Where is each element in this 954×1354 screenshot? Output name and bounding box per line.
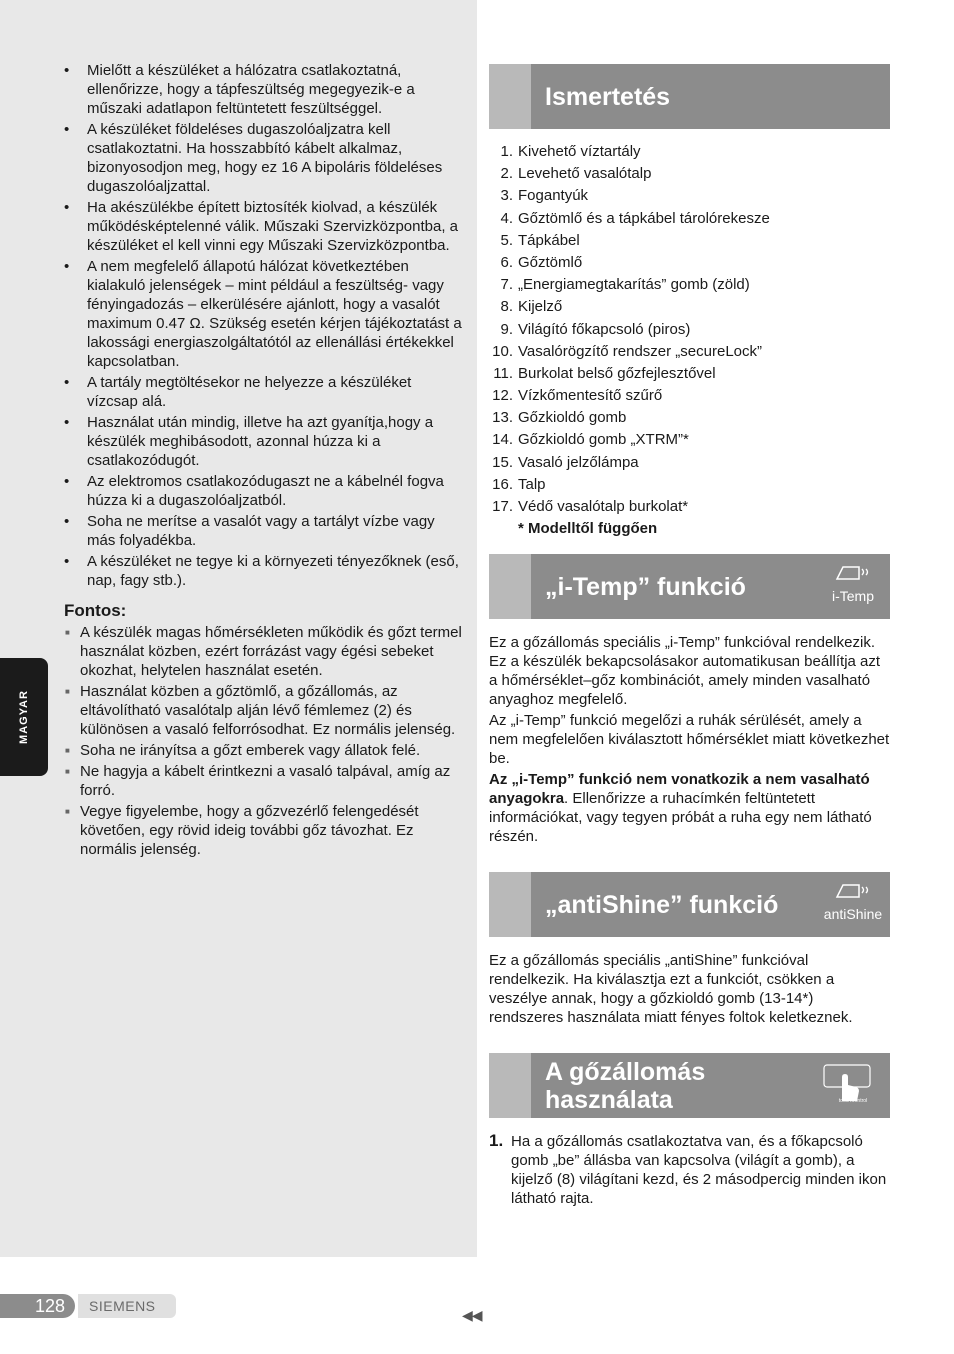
list-item: • Mielőtt a készüléket a hálózatra csatlakoztatná, ellenőrizze, hogy a tápfeszültség megegyezik-e a műszaki adatlapon feltüntetett feszültséggel. — [64, 61, 466, 118]
item-number: 17. — [492, 498, 513, 515]
icon-label: touchControl — [838, 1098, 868, 1105]
item-text: Világító főkapcsoló (piros) — [518, 320, 691, 338]
section-header-antishine — [489, 872, 890, 937]
list-item: • A nem megfelelő állapotú hálózat következtében kialakuló jelenségek – mint például a feszültség- vagy fényingadozás – elkerülésére ajánlott, hogy a vasalót maximum 0.47 Ω. Szükség esetén kérjen tájékoztatást a lakossági energiaszolgáltatótól az ellenállási értékekkel kapcsolatban. — [64, 257, 466, 371]
item-text: Burkolat belső gőzfejlesztővel — [518, 364, 716, 382]
section-header-ismertetes — [489, 64, 890, 129]
item-text: Vízkőmentesítő szűrő — [518, 387, 663, 405]
item-text: Vasalórögzítő rendszer „secureLock” — [518, 342, 762, 360]
step-text: Ha a gőzállomás csatlakoztatva van, és a főkapcsoló gomb „be” állásba van kapcsolva (világít a gomb), a kijelző (8) világítani kezd, és 2 másodpercig minden ikon látható rajta. — [511, 1133, 887, 1208]
title-line: használata — [545, 1085, 673, 1114]
item-number: 13. — [492, 409, 513, 427]
item-text: Kijelző — [518, 298, 563, 316]
list-item — [489, 407, 890, 429]
item-number: 15. — [492, 453, 513, 471]
item-text: Kivehető víztartály — [518, 143, 641, 160]
list-item — [489, 452, 890, 474]
brand-label: SIEMENS — [78, 1294, 176, 1318]
item-text: Gőzkioldó gomb — [518, 409, 627, 427]
item-text: Gőztömlő és a tápkábel tárolórekesze — [518, 209, 770, 227]
item-text: Vasaló jelzőlámpa — [518, 453, 639, 471]
list-item — [489, 185, 890, 207]
list-item — [489, 163, 890, 185]
icon-label: antiShine — [823, 906, 883, 923]
parts-list — [489, 141, 890, 518]
content-column — [489, 64, 890, 1208]
icon-label: i-Temp — [831, 588, 874, 605]
list-item: • Soha ne merítse a vasalót vagy a tartályt vízbe vagy más folyadékba. — [64, 512, 466, 550]
header-accent — [489, 554, 531, 619]
page-number: 128 — [0, 1294, 75, 1318]
list-item — [489, 141, 890, 163]
paragraph: Ez a gőzállomás speciális „antiShine” funkcióval rendelkezik. Ha kiválasztja ezt a funkciót, csökken a veszélye annak, hogy a gőzkioldó gomb (13-14*) rendszeres használata miatt fényes foltok keletkeznek. — [489, 952, 853, 1027]
list-item: ■ Soha ne irányítsa a gőzt emberek vagy állatok felé. — [64, 741, 466, 760]
section-header-itemp — [489, 554, 890, 619]
antishine-text — [489, 951, 890, 1027]
list-item: • Használat után mindig, illetve ha azt gyanítja,hogy a készülék meghibásodott, azonnal húzza ki a csatlakozódugót. — [64, 413, 466, 470]
bold-text: Az „i-Temp” funkció nem vonatkozik a nem vasalható anyagokra — [489, 771, 870, 808]
fontos-list — [64, 623, 466, 859]
language-tab — [0, 658, 48, 776]
usage-step — [489, 1132, 890, 1208]
item-number: 4. — [500, 209, 513, 227]
list-item: • A tartály megtöltésekor ne helyezze a készüléket vízcsap alá. — [64, 373, 466, 411]
list-item: ■ Ne hagyja a kábelt érintkezni a vasaló talpával, amíg az forró. — [64, 762, 466, 800]
list-item — [489, 296, 890, 318]
list-item — [489, 252, 890, 274]
item-number: 14. — [492, 431, 513, 449]
itemp-icon — [822, 564, 884, 610]
step-number: 1. — [489, 1131, 504, 1151]
list-item: • Az elektromos csatlakozódugaszt ne a kábelnél fogva húzza ki a dugaszolóaljzatból. — [64, 472, 466, 510]
item-number: 7. — [500, 276, 513, 294]
section-title: „i-Temp” funkció — [545, 572, 746, 601]
section-title — [545, 1058, 705, 1114]
item-text: „Energiamegtakarítás” gomb (zöld) — [518, 276, 750, 294]
header-accent — [489, 872, 531, 937]
antishine-icon — [822, 882, 884, 928]
item-number: 3. — [500, 187, 513, 205]
paragraph: Ez a gőzállomás speciális „i-Temp” funkcióval rendelkezik. Ez a készülék bekapcsolásakor automatikusan beállítja azt a hőmérséklet–gőz kombinációt, amely minden vasalható anyaghoz megfelelő. — [489, 634, 881, 709]
list-item: ■ A készülék magas hőmérsékleten működik és gőzt termel használat közben, ezért forrázást vagy égési sebeket okozhat, helytelen használat esetén. — [64, 623, 466, 680]
item-number: 12. — [492, 387, 513, 405]
list-item — [489, 230, 890, 252]
list-item: ■ Használat közben a gőztömlő, a gőzállomás, az eltávolítható vasalótalp alján lévő fémlemez (2) és különösen a vasaló felforrósodhat. Ez normális jelenség. — [64, 682, 466, 739]
section-title: „antiShine” funkció — [545, 890, 779, 919]
safety-column — [64, 61, 466, 861]
list-item — [489, 274, 890, 296]
list-item — [489, 496, 890, 518]
item-number: 2. — [500, 165, 513, 183]
fontos-heading: Fontos: — [64, 601, 127, 620]
item-number: 1. — [500, 143, 513, 160]
safety-list — [64, 61, 466, 590]
itemp-text — [489, 633, 890, 846]
section-title: Ismertetés — [545, 82, 671, 111]
back-arrows-icon[interactable]: ◀◀ — [462, 1307, 482, 1323]
item-number: 8. — [500, 298, 513, 316]
list-item: • A készüléket földeléses dugaszolóaljzatra kell csatlakoztatni. Ha hosszabbító kábelt alkalmaz, bizonyosodjon meg, hogy ez 16 A bipoláris földeléses dugaszolóaljzattal. — [64, 120, 466, 196]
iron-steam-icon — [822, 564, 884, 588]
list-item — [489, 429, 890, 451]
list-item: • Ha akészülékbe épített biztosíték kiolvad, a készülék működésképtelenné válik. Műszaki Szervizközpontba, a készüléket el kell vinni egy Műszaki Szervizközpontba. — [64, 198, 466, 255]
list-item: • A készüléket ne tegye ki a környezeti tényezőknek (eső, nap, fagy stb.). — [64, 552, 466, 590]
item-number: 16. — [492, 475, 513, 493]
item-text: Levehető vasalótalp — [518, 165, 652, 183]
header-accent — [489, 64, 531, 129]
item-number: 5. — [500, 231, 513, 249]
paragraph: Az „i-Temp” funkció megelőzi a ruhák sérülését, amely a nem megfelelően kiválasztott hőmérséklet miatt következhet be. — [489, 712, 890, 768]
touch-control-icon — [822, 1063, 884, 1109]
item-text: Fogantyúk — [518, 187, 589, 205]
item-text: Védő vasalótalp burkolat* — [518, 498, 689, 515]
item-number: 9. — [500, 320, 513, 338]
list-item — [489, 319, 890, 341]
item-number: 11. — [493, 364, 513, 382]
item-text: Talp — [518, 475, 546, 493]
paragraph — [489, 770, 890, 846]
header-accent — [489, 1053, 531, 1118]
list-item — [489, 341, 890, 363]
list-item — [489, 363, 890, 385]
parts-note: * Modelltől függően — [518, 520, 658, 538]
language-tab-label: MAGYAR — [18, 690, 30, 744]
item-text: Gőztömlő — [518, 253, 583, 271]
item-text: Gőzkioldó gomb „XTRM”* — [518, 431, 689, 449]
item-number: 6. — [500, 253, 513, 271]
item-number: 10. — [492, 342, 513, 360]
section-header-usage — [489, 1053, 890, 1118]
title-line: A gőzállomás — [545, 1057, 706, 1086]
list-item — [489, 474, 890, 496]
list-item — [489, 208, 890, 230]
list-item — [489, 385, 890, 407]
list-item: ■ Vegye figyelembe, hogy a gőzvezérlő felengedését követően, egy rövid ideig további gőz távozhat. Ez normális jelenség. — [64, 802, 466, 859]
item-text: Tápkábel — [518, 231, 580, 249]
regular-text: . Ellenőrizze a ruhacímkén feltüntetett információkat, vagy tegyen próbát a ruha egy nem látható részén. — [489, 790, 872, 846]
iron-steam-icon — [822, 882, 884, 906]
